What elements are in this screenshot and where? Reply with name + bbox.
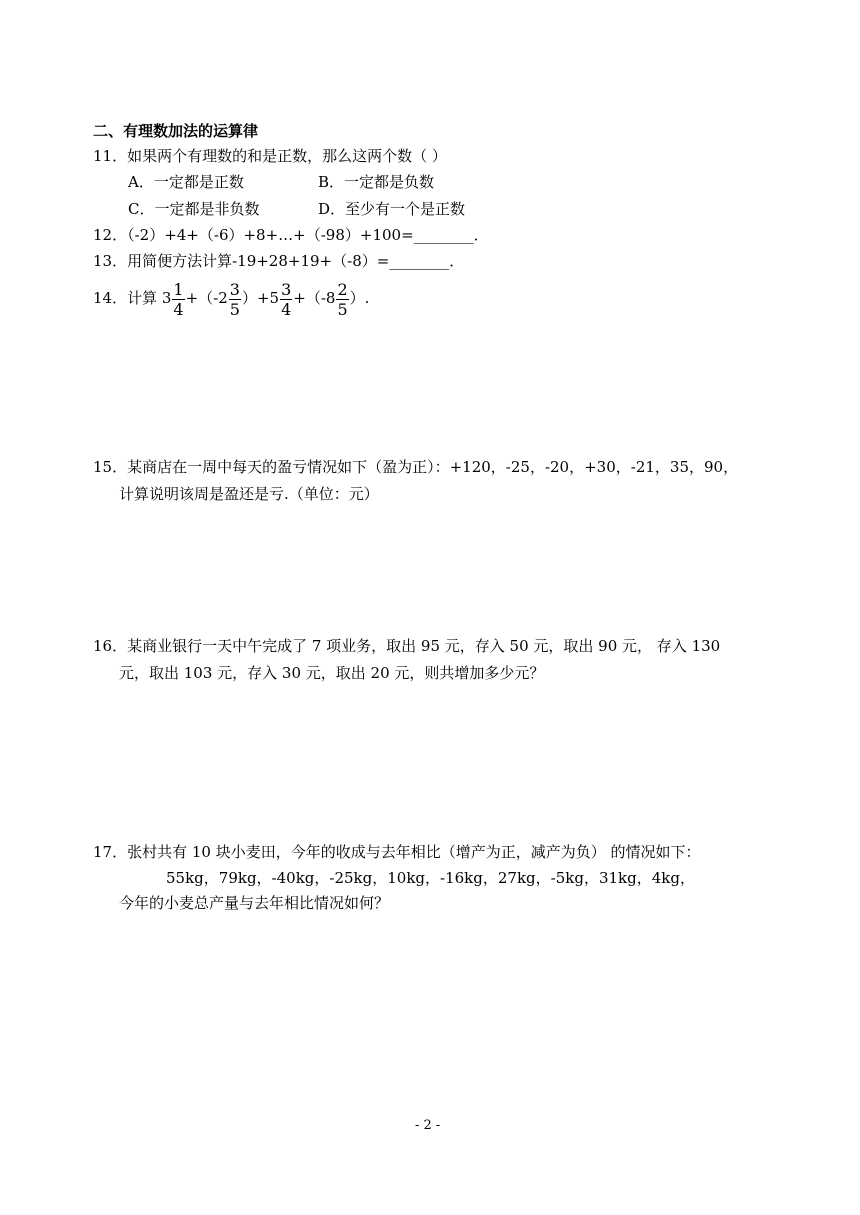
q14-fraction-2-denominator: 5 <box>229 299 240 319</box>
page-number: - 2 - <box>415 1118 441 1133</box>
q14-part-2: +（-2 <box>185 289 228 307</box>
q14-fraction-1-numerator: 1 <box>173 279 184 299</box>
q11-option-a: A．一定都是正数 <box>128 173 244 191</box>
q11-option-d: D．至少有一个是正数 <box>318 200 466 218</box>
q16-line-2: 元，取出 103 元，存入 30 元，取出 20 元，则共增加多少元？ <box>119 664 545 682</box>
question-13: 13．用简便方法计算-19+28+19+（-8）=________． <box>93 252 465 270</box>
q17-line-3: 今年的小麦总产量与去年相比情况如何？ <box>119 894 390 912</box>
q14-fraction-2 <box>229 280 241 319</box>
q14-fraction-3-denominator: 4 <box>281 299 292 319</box>
q15-line-2: 计算说明该周是盈还是亏.（单位：元） <box>119 485 379 503</box>
q15-line-1: 15．某商店在一周中每天的盈亏情况如下（盈为正）：+120，-25，-20，+30，-21，35，90， <box>93 458 739 476</box>
q14-fraction-4 <box>336 280 348 319</box>
q14-suffix: ）. <box>349 289 370 307</box>
q17-data-line: 55kg，79kg，-40kg，-25kg，10kg，-16kg，27kg，-5kg，31kg，4kg， <box>166 869 695 887</box>
question-12: 12．（-2）+4+（-6）+8+…+（-98）+100=________． <box>93 226 489 244</box>
q14-prefix: 14．计算 3 <box>93 289 172 307</box>
q14-fraction-1-denominator: 4 <box>173 299 184 319</box>
q14-fraction-4-numerator: 2 <box>337 279 348 299</box>
q16-line-1: 16．某商业银行一天中午完成了 7 项业务，取出 95 元，存入 50 元，取出 90 元， 存入 130 <box>93 637 721 655</box>
q14-fraction-4-denominator: 5 <box>337 299 348 319</box>
q14-part-4: +（-8 <box>293 289 336 307</box>
question-14 <box>93 276 369 320</box>
q11-stem: 11．如果两个有理数的和是正数，那么这两个数（ ） <box>93 147 447 165</box>
q17-line-1: 17．张村共有 10 块小麦田，今年的收成与去年相比（增产为正，减产为负） 的情况如下： <box>93 843 701 861</box>
q14-part-3: ）+5 <box>241 289 280 307</box>
q14-fraction-3-numerator: 3 <box>281 279 292 299</box>
q11-option-b: B．一定都是负数 <box>318 173 435 191</box>
q14-fraction-2-numerator: 3 <box>229 279 240 299</box>
q11-option-c: C．一定都是非负数 <box>128 200 260 218</box>
section-title: 二、有理数加法的运算律 <box>93 122 259 140</box>
q14-fraction-3 <box>280 280 292 319</box>
q14-fraction-1 <box>172 280 184 319</box>
